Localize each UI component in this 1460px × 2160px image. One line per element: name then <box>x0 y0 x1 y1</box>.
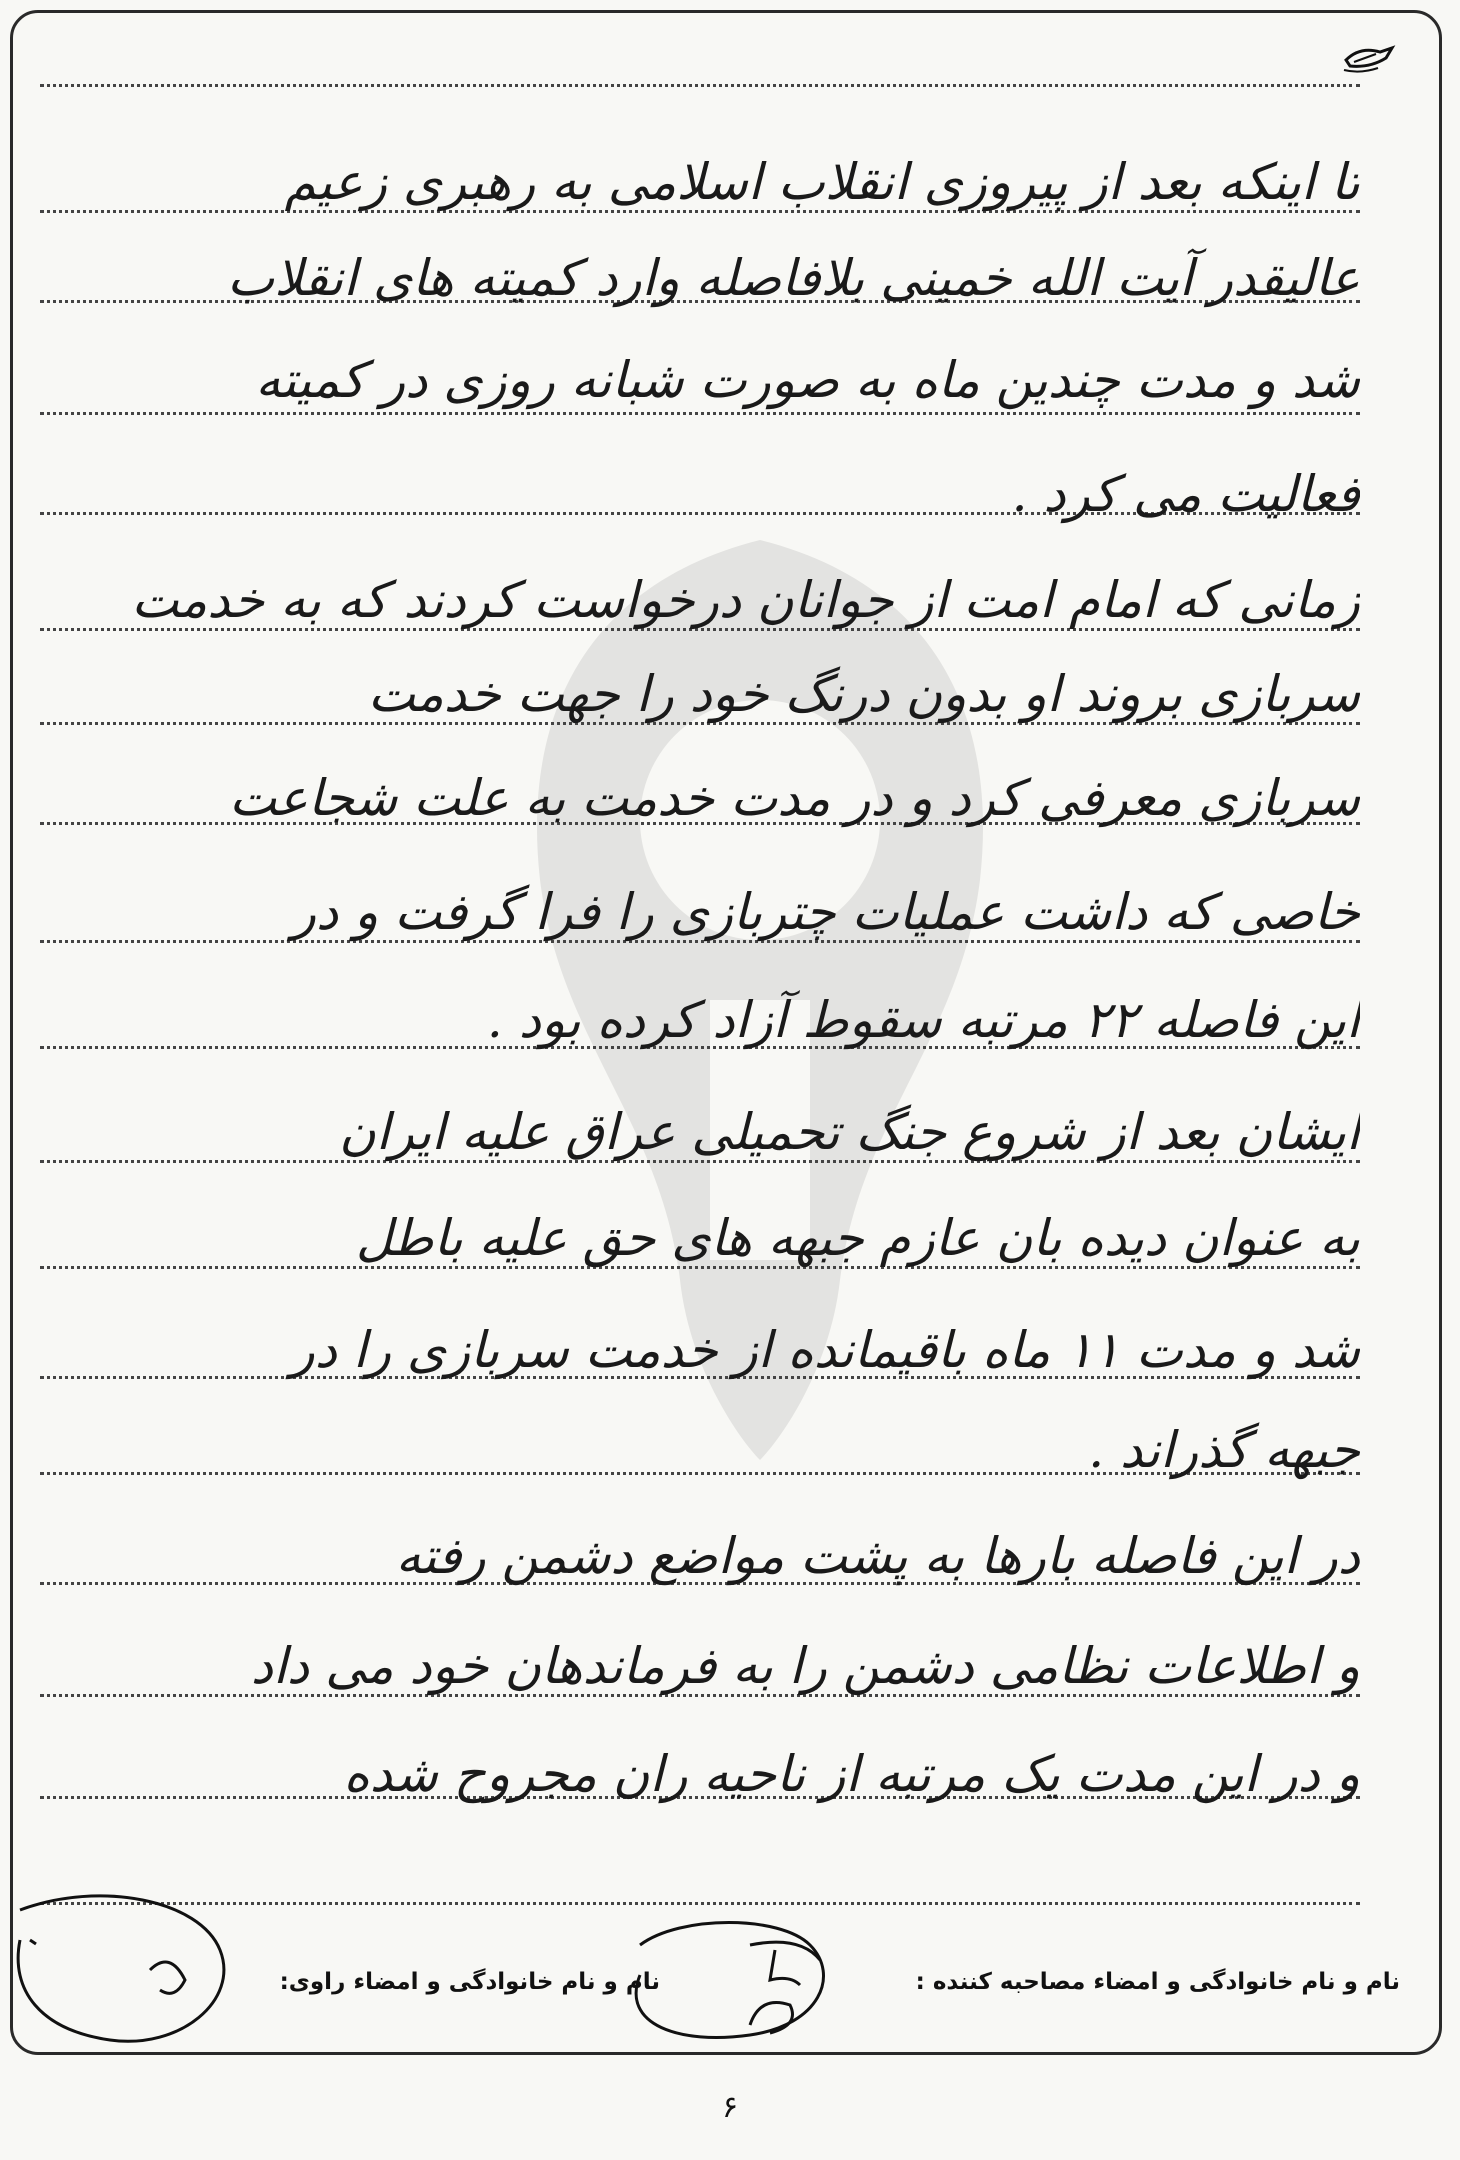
handwritten-line: شد و مدت ۱۱ ماه باقیمانده از خدمت سربازی را در <box>290 1321 1360 1379</box>
handwritten-line: تا اینکه بعد از پیروزی انقلاب اسلامی به رهبری زعیم <box>284 153 1360 211</box>
handwritten-line: سربازی بروند او بدون درنگ خود را جهت خدمت <box>367 665 1360 723</box>
handwritten-line: به عنوان دیده بان عازم جبهه های حق علیه باطل <box>355 1209 1360 1267</box>
handwritten-line: زمانی که امام امت از جوانان درخواست کردند که به خدمت <box>131 571 1360 629</box>
handwritten-line: سربازی معرفی کرد و در مدت خدمت به علت شجاعت <box>229 769 1360 827</box>
ruled-line <box>40 84 1360 87</box>
handwritten-line: و در این مدت یک مرتبه از ناحیه ران مجروح شده <box>343 1745 1360 1803</box>
handwritten-line: و اطلاعات نظامی دشمن را به فرماندهان خود می داد <box>250 1637 1360 1695</box>
handwritten-line: در این فاصله بارها به پشت مواضع دشمن رفته <box>395 1527 1360 1585</box>
handwritten-line: فعالیت می کرد . <box>1011 465 1360 523</box>
page-number: ۶ <box>721 2090 739 2125</box>
handwritten-line: این فاصله ۲۲ مرتبه سقوط آزاد کرده بود . <box>486 991 1360 1049</box>
handwritten-line: خاصی که داشت عملیات چتربازی را فرا گرفت و در <box>291 883 1360 941</box>
handwritten-line: شد و مدت چندین ماه به صورت شبانه روزی در کمیته <box>255 351 1360 409</box>
narrator-signature-label: نام و نام خانوادگی و امضاء راوی: <box>279 1969 660 1995</box>
narrator-signature <box>0 1880 260 2060</box>
interviewer-signature <box>600 1905 880 2055</box>
interviewer-signature-label: نام و نام خانوادگی و امضاء مصاحبه کننده : <box>915 1969 1400 1995</box>
handwritten-line: عالیقدر آیت الله خمینی بلافاصله وارد کمیته های انقلاب <box>227 249 1360 307</box>
handwritten-line: جبهه گذراند . <box>1088 1421 1360 1479</box>
pen-icon <box>1340 38 1400 78</box>
handwritten-line: ایشان بعد از شروع جنگ تحمیلی عراق علیه ایران <box>339 1103 1360 1161</box>
ruled-line <box>40 412 1360 415</box>
